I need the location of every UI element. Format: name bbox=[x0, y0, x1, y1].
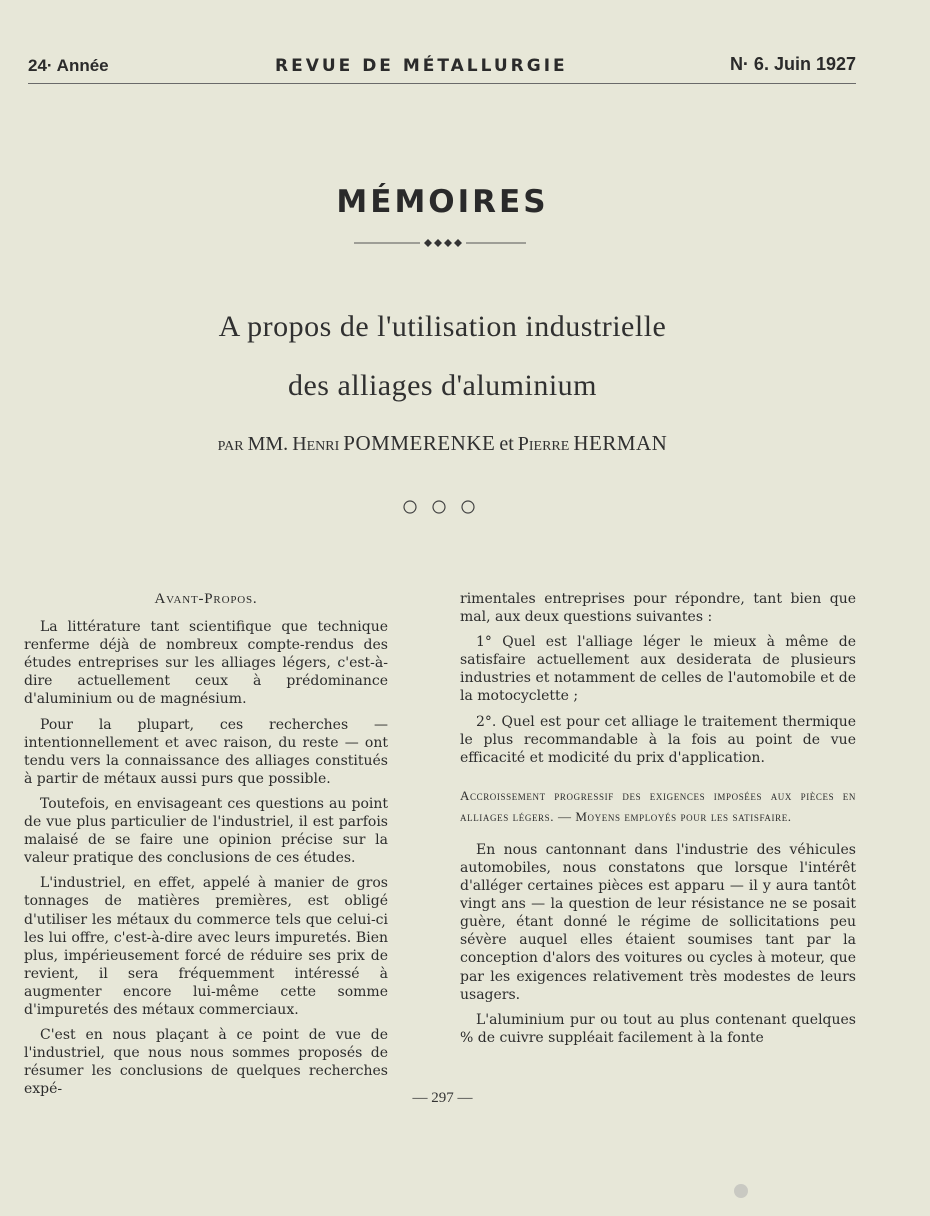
author1-last: POMMERENKE bbox=[343, 431, 496, 455]
section-title: MÉMOIRES bbox=[336, 184, 549, 220]
paragraph: L'industriel, en effet, appelé à manier de gros tonnages de matières premières, est obligé d'utiliser les métaux du commerce tels que celui-ci les lui offre, c'est-à-dire avec leurs impuretés. Bien plus, impérieusement forcé de réduire ses prix de revient, il sera fréquemment intéressé à augmenter encore lui-même cette somme d'impuretés des métaux commerciaux. bbox=[24, 875, 388, 1018]
article-title-line-1: A propos de l'utilisation industrielle bbox=[218, 310, 667, 343]
journal-title: REVUE DE MÉTALLURGIE bbox=[275, 56, 568, 76]
byline-et: et bbox=[499, 433, 514, 455]
subsection-heading: Accroissement progressif des exigences imposées aux pièces en alliages légers. — Moyens employés pour les satisfaire. bbox=[460, 787, 856, 824]
byline-par: PAR bbox=[217, 439, 244, 454]
left-column bbox=[24, 590, 388, 1098]
circle-ornament bbox=[400, 497, 480, 517]
byline-mm: MM. bbox=[247, 433, 289, 455]
author1-first: Henri bbox=[292, 433, 340, 455]
question-1: 1° Quel est l'alliage léger le mieux à même de satisfaire actuellement aux desiderata de plusieurs industries et notamment de celles de l'automobile et de la motocyclette ; bbox=[460, 634, 856, 705]
paragraph: C'est en nous plaçant à ce point de vue de l'industriel, que nous nous sommes proposés de résumer les conclusions de quelques recherches expé- bbox=[24, 1027, 388, 1098]
byline bbox=[0, 431, 885, 456]
scan-speck bbox=[734, 1184, 748, 1198]
issue-date: N· 6. Juin 1927 bbox=[729, 54, 856, 74]
paragraph-continuation: rimentales entreprises pour répondre, tant bien que mal, aux deux questions suivantes : bbox=[460, 591, 856, 626]
foreword-heading: Avant-Propos. bbox=[154, 591, 258, 607]
question-2: 2°. Quel est pour cet alliage le traitement thermique le plus recommandable à la fois au point de vue efficacité et modicité du prix d'application. bbox=[460, 713, 856, 766]
paragraph: L'aluminium pur ou tout au plus contenant quelques % de cuivre suppléait facilement à la fonte bbox=[460, 1011, 856, 1046]
page-number: — 297 — bbox=[412, 1090, 473, 1106]
author2-first: Pierre bbox=[517, 433, 570, 455]
paragraph: Toutefois, en envisageant ces questions au point de vue plus particulier de l'industriel, il est parfois malaisé de se faire une opinion précise sur la valeur pratique des conclusions de ces études. bbox=[24, 795, 388, 867]
author2-last: HERMAN bbox=[573, 431, 668, 455]
article-title-line-2: des alliages d'aluminium bbox=[287, 369, 597, 402]
paragraph: La littérature tant scientifique que technique renferme déjà de nombreux compte-rendus des études entreprises sur les alliages légers, c'est-à-dire actuellement ceux à prédominance d'aluminium ou de magnésium. bbox=[24, 619, 388, 708]
right-column bbox=[460, 590, 856, 1047]
header-rule bbox=[28, 83, 856, 84]
paragraph: Pour la plupart, ces recherches — intentionnellement et avec raison, du reste — ont tendu vers la connaissance des alliages constitués à partir de métaux aussi purs que possible. bbox=[24, 716, 388, 787]
ornament-divider bbox=[354, 236, 526, 250]
volume-year: 24· Année bbox=[28, 56, 109, 75]
paragraph: En nous cantonnant dans l'industrie des véhicules automobiles, nous constatons que lorsque l'intérêt d'alléger certaines pièces est apparu — il y aura tantôt vingt ans — la question de leur résistance ne se posait guère, étant donné le régime de sollicitations peu sévère auquel elles étaient soumises tant par la conception d'alors des voitures ou cycles à moteur, que par les exigences relativement très modestes de leurs usagers. bbox=[460, 841, 856, 1003]
running-head bbox=[28, 56, 856, 86]
